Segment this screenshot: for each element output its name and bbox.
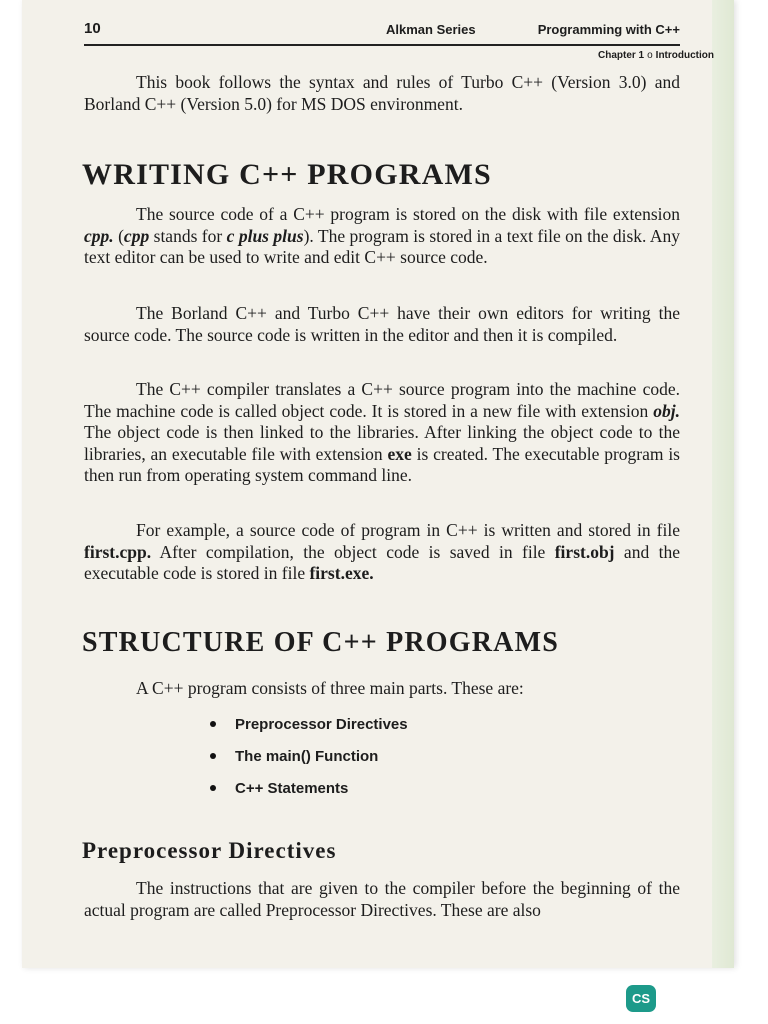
subheading-preprocessor: Preprocessor Directives — [82, 838, 337, 863]
list-item: Preprocessor Directives — [210, 708, 408, 740]
section-heading-structure: STRUCTURE OF C++ PROGRAMS — [82, 627, 560, 658]
bullet-icon — [210, 785, 216, 791]
paragraph-source-code: The source code of a C++ program is stored on the disk with file extension cpp. (cpp stands for c plus plus). The program is stored in a text file on the disk. Any text editor can be used to write and edit C++ source code. — [84, 204, 681, 267]
bullet-icon — [210, 753, 216, 759]
list-item: The main() Function — [210, 740, 408, 772]
parts-list — [210, 708, 408, 804]
paragraph-compiler: The C++ compiler translates a C++ source program into the machine code. The machine code is called object code. It is stored in a new file with extension obj. The object code is then linked to the libraries. After linking the object code to the libraries, an executable file with extension exe is created. The executable program is then run from operating system command line. — [84, 379, 680, 485]
section-heading-writing: WRITING C++ PROGRAMS — [82, 158, 492, 191]
paragraph-preprocessor: The instructions that are given to the compiler before the beginning of the actual program are called Preprocessor Directives. These are also — [84, 878, 680, 920]
camscanner-logo-icon: CS — [626, 985, 656, 1012]
chapter-number: Chapter 1 — [597, 50, 645, 61]
page-edge — [712, 0, 734, 968]
page-number: 10 — [84, 20, 101, 37]
series-name: Alkman Series — [386, 22, 476, 37]
chapter-label — [598, 50, 714, 61]
paragraph-example: For example, a source code of program in C++ is written and stored in file first.cpp. After compilation, the object code is saved in file first.obj and the executable code is stored in file first.exe. — [84, 520, 680, 583]
book-subject: Programming with C++ — [537, 22, 680, 37]
bullet-icon — [210, 721, 216, 727]
paragraph-editors: The Borland C++ and Turbo C++ have their own editors for writing the source code. The source code is written in the editor and then it is compiled. — [84, 303, 680, 345]
chapter-title: Introduction — [655, 50, 714, 61]
chapter-separator: o — [647, 50, 653, 61]
header-rule — [84, 44, 680, 46]
list-item: C++ Statements — [210, 772, 408, 804]
structure-intro: A C++ program consists of three main parts. These are: — [136, 678, 524, 698]
intro-paragraph: This book follows the syntax and rules of Turbo C++ (Version 3.0) and Borland C++ (Version 5.0) for MS DOS environment. — [84, 72, 680, 114]
